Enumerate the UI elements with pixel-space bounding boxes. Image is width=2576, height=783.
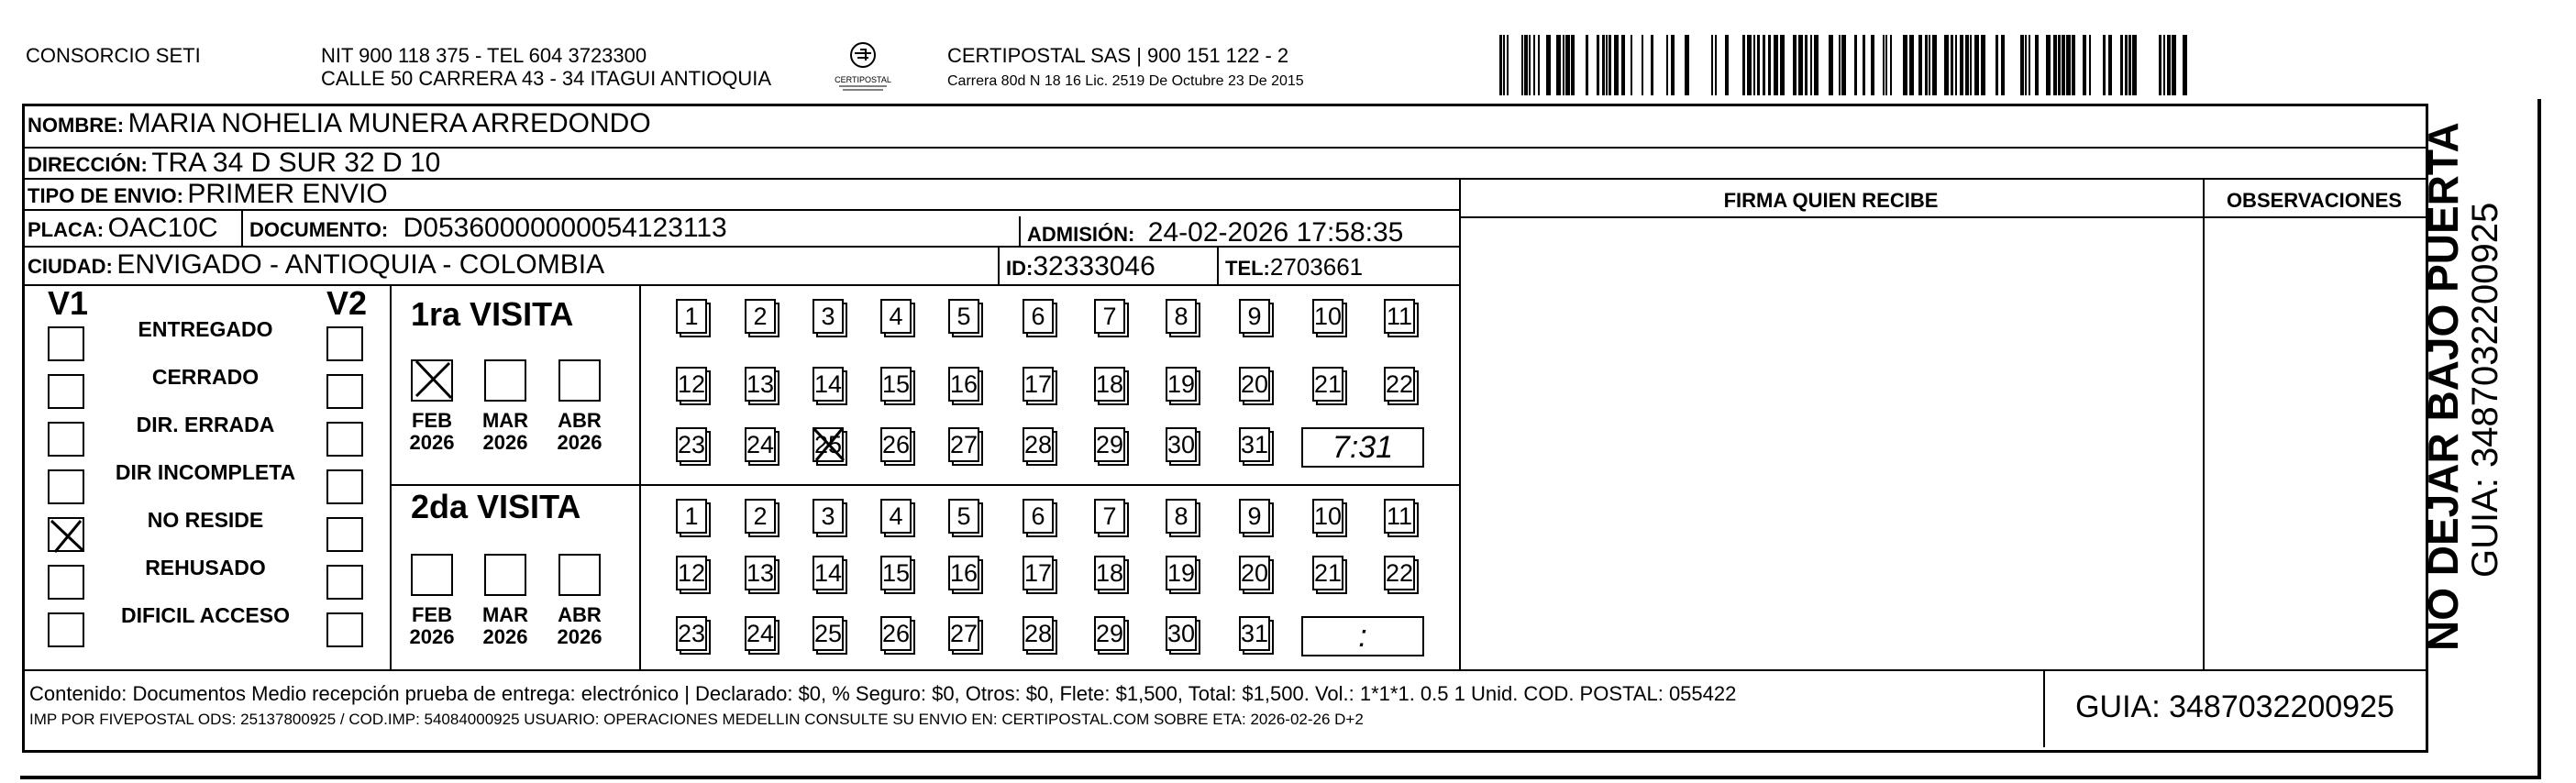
day-box[interactable]: 24: [745, 427, 776, 462]
day-box[interactable]: 11: [1384, 299, 1415, 334]
day-box[interactable]: 16: [948, 556, 979, 590]
day-box[interactable]: 22: [1384, 556, 1415, 590]
day-box[interactable]: 26: [880, 616, 912, 651]
status-label: DIFICIL ACCESO: [120, 603, 290, 627]
day-box[interactable]: 25: [813, 616, 844, 651]
placa-value: OAC10C: [107, 213, 218, 243]
nombre-row: [28, 108, 651, 139]
month-checkbox[interactable]: [411, 554, 453, 596]
nombre-value: MARIA NOHELIA MUNERA ARREDONDO: [127, 108, 651, 138]
day-box[interactable]: 4: [880, 499, 912, 534]
month-checkbox[interactable]: [558, 554, 601, 596]
day-box[interactable]: 10: [1312, 499, 1343, 534]
month-label: FEB: [412, 409, 452, 432]
year-label: 2026: [557, 625, 603, 648]
day-box[interactable]: 23: [676, 616, 707, 651]
direccion-label: DIRECCIÓN:: [28, 153, 148, 176]
day-box[interactable]: 19: [1166, 556, 1197, 590]
year-label: 2026: [409, 431, 455, 454]
admision-label: ADMISIÓN:: [1027, 223, 1135, 246]
month-label: ABR: [558, 409, 602, 432]
day-box[interactable]: 19: [1166, 367, 1197, 402]
v2-checkbox[interactable]: [326, 517, 363, 552]
day-box[interactable]: 14: [813, 367, 844, 402]
year-label: 2026: [482, 625, 528, 648]
certipostal-logo: [830, 40, 896, 97]
v2-checkbox[interactable]: [326, 469, 363, 504]
direccion-row: [28, 148, 440, 179]
tipo-value: PRIMER ENVIO: [187, 179, 388, 209]
v1-checkbox[interactable]: [48, 612, 84, 647]
ciudad-value: ENVIGADO - ANTIOQUIA - COLOMBIA: [116, 249, 605, 280]
month-checkbox[interactable]: [484, 359, 526, 402]
status-label: DIR INCOMPLETA: [115, 460, 296, 484]
visit-title: 1ra VISITA: [411, 295, 574, 333]
day-box[interactable]: 5: [948, 299, 979, 334]
nit-line: NIT 900 118 375 - TEL 604 3723300: [321, 44, 647, 67]
footer-contenido: Contenido: Documentos Medio recepción prueba de entrega: electrónico | Declarado: $0, % Seguro: $0, Otros: $0, Flete: $1,500, Total: $1,500. Vol.: 1*1*1. 0.5 1 Unid. COD. POSTAL: 055422: [29, 682, 1737, 705]
day-box[interactable]: 16: [948, 367, 979, 402]
day-box[interactable]: 21: [1312, 367, 1343, 402]
day-box[interactable]: 23: [676, 427, 707, 462]
observaciones-header: OBSERVACIONES: [2226, 189, 2403, 212]
signature-area[interactable]: [1463, 220, 2201, 667]
divider: [2043, 669, 2045, 747]
admision-value: 24-02-2026 17:58:35: [1147, 217, 1404, 248]
admision-field: [1027, 217, 1403, 248]
day-box[interactable]: 9: [1239, 299, 1270, 334]
documento-value: D05360000000054123113: [403, 213, 727, 243]
visit-title: 2da VISITA: [411, 488, 581, 525]
day-box[interactable]: 5: [948, 499, 979, 534]
barcode: [1499, 35, 2192, 95]
company-name: CONSORCIO SETI: [26, 44, 201, 67]
year-label: 2026: [482, 431, 528, 454]
day-box[interactable]: 6: [1023, 299, 1054, 334]
month-label: MAR: [481, 409, 529, 432]
day-box[interactable]: 9: [1239, 499, 1270, 534]
year-label: 2026: [409, 625, 455, 648]
day-box[interactable]: 15: [880, 367, 912, 402]
day-box[interactable]: 20: [1239, 367, 1270, 402]
day-box[interactable]: 29: [1094, 616, 1125, 651]
v2-header: V2: [326, 284, 368, 322]
day-box[interactable]: 1: [676, 299, 707, 334]
day-box[interactable]: 14: [813, 556, 844, 590]
documento-field: [249, 213, 727, 244]
day-box[interactable]: 27: [948, 427, 979, 462]
day-box[interactable]: 29: [1094, 427, 1125, 462]
day-box[interactable]: 8: [1166, 499, 1197, 534]
time-field[interactable]: 7:31: [1301, 427, 1424, 468]
day-box[interactable]: 18: [1094, 367, 1125, 402]
day-box[interactable]: 8: [1166, 299, 1197, 334]
divider: [241, 209, 243, 246]
day-box[interactable]: 10: [1312, 299, 1343, 334]
svg-text:CERTIPOSTAL: CERTIPOSTAL: [835, 75, 891, 84]
divider: [22, 669, 2426, 671]
v2-checkbox[interactable]: [326, 612, 363, 647]
day-box[interactable]: 17: [1023, 556, 1054, 590]
v2-checkbox[interactable]: [326, 374, 363, 409]
divider: [1459, 178, 1461, 669]
nombre-label: NOMBRE:: [28, 114, 125, 137]
day-box[interactable]: 13: [745, 556, 776, 590]
day-box[interactable]: 2: [745, 299, 776, 334]
divider: [390, 484, 1459, 486]
day-box[interactable]: 21: [1312, 556, 1343, 590]
address-line: CALLE 50 CARRERA 43 - 34 ITAGUI ANTIOQUIA: [321, 67, 772, 90]
footer-imp: IMP POR FIVEPOSTAL ODS: 25137800925 / COD.IMP: 54084000925 USUARIO: OPERACIONES MEDELLIN CONSULTE SU ENVIO EN: CERTIPOSTAL.COM SOBRE ETA: 2026-02-26 D+2: [29, 711, 1364, 728]
month-label: ABR: [558, 603, 602, 626]
day-box[interactable]: 15: [880, 556, 912, 590]
divider: [1217, 246, 1219, 284]
day-box[interactable]: 20: [1239, 556, 1270, 590]
ciudad-label: CIUDAD:: [28, 255, 113, 278]
tel-value: 2703661: [1269, 253, 1364, 281]
license-line: Carrera 80d N 18 16 Lic. 2519 De Octubre 23 De 2015: [947, 73, 1304, 89]
tel-label: TEL:: [1225, 257, 1270, 280]
day-box[interactable]: 7: [1094, 499, 1125, 534]
tipo-row: [28, 179, 388, 210]
status-label: DIR. ERRADA: [136, 413, 275, 436]
id-field: [1006, 251, 1155, 282]
v1-checkbox[interactable]: [48, 374, 84, 409]
day-box[interactable]: 28: [1023, 616, 1054, 651]
day-box[interactable]: 30: [1166, 427, 1197, 462]
v1-checkbox[interactable]: [48, 517, 84, 552]
day-box[interactable]: 27: [948, 616, 979, 651]
status-label: NO RESIDE: [147, 508, 264, 532]
month-checkbox[interactable]: [411, 359, 453, 402]
day-box[interactable]: 13: [745, 367, 776, 402]
year-label: 2026: [557, 431, 603, 454]
day-box[interactable]: 12: [676, 556, 707, 590]
v1-checkbox[interactable]: [48, 469, 84, 504]
day-box[interactable]: 30: [1166, 616, 1197, 651]
day-box[interactable]: 17: [1023, 367, 1054, 402]
direccion-value: TRA 34 D SUR 32 D 10: [151, 148, 441, 178]
v1-header: V1: [48, 284, 89, 322]
time-field[interactable]: :: [1301, 616, 1424, 656]
day-box[interactable]: 1: [676, 499, 707, 534]
divider: [390, 284, 392, 669]
id-value: 32333046: [1033, 251, 1155, 281]
day-box[interactable]: 11: [1384, 499, 1415, 534]
tel-field: [1225, 253, 1363, 281]
placa-row: [28, 213, 218, 244]
day-box[interactable]: 2: [745, 499, 776, 534]
tipo-label: TIPO DE ENVIO:: [28, 184, 183, 207]
month-checkbox[interactable]: [484, 554, 526, 596]
month-label: MAR: [481, 603, 529, 626]
footer-guia: GUIA: 3487032200925: [2075, 689, 2394, 724]
month-checkbox[interactable]: [558, 359, 601, 402]
day-box[interactable]: 28: [1023, 427, 1054, 462]
side-guia: GUIA: 3487032200925: [2465, 202, 2505, 578]
day-box[interactable]: 24: [745, 616, 776, 651]
firma-header: FIRMA QUIEN RECIBE: [1723, 189, 1939, 212]
day-box[interactable]: 22: [1384, 367, 1415, 402]
day-box[interactable]: 3: [813, 499, 844, 534]
day-box[interactable]: 31: [1239, 616, 1270, 651]
v1-checkbox[interactable]: [48, 326, 84, 361]
day-box[interactable]: 31: [1239, 427, 1270, 462]
day-box[interactable]: 26: [880, 427, 912, 462]
observations-area[interactable]: [2206, 220, 2424, 667]
status-label: CERRADO: [151, 365, 260, 389]
divider: [22, 284, 1459, 286]
month-label: FEB: [412, 603, 452, 626]
divider: [2203, 178, 2205, 669]
v1-checkbox[interactable]: [48, 565, 84, 600]
day-box[interactable]: 18: [1094, 556, 1125, 590]
divider: [1019, 216, 1021, 246]
divider: [1459, 216, 2426, 218]
status-label: ENTREGADO: [138, 317, 273, 341]
day-box[interactable]: 4: [880, 299, 912, 334]
side-warning: NO DEJAR BAJO PUERTA: [2419, 122, 2467, 651]
status-label: REHUSADO: [145, 556, 266, 579]
v2-checkbox[interactable]: [326, 565, 363, 600]
v2-checkbox[interactable]: [326, 326, 363, 361]
certipostal-line: CERTIPOSTAL SAS | 900 151 122 - 2: [947, 44, 1289, 67]
day-box[interactable]: 6: [1023, 499, 1054, 534]
documento-label: DOCUMENTO:: [249, 218, 389, 241]
day-box[interactable]: 25: [813, 427, 844, 462]
divider: [998, 246, 1000, 284]
day-box[interactable]: 7: [1094, 299, 1125, 334]
v2-checkbox[interactable]: [326, 422, 363, 457]
ciudad-row: [28, 249, 604, 281]
divider: [639, 284, 641, 669]
id-label: ID:: [1006, 257, 1034, 280]
day-box[interactable]: 12: [676, 367, 707, 402]
day-box[interactable]: 3: [813, 299, 844, 334]
v1-checkbox[interactable]: [48, 422, 84, 457]
placa-label: PLACA:: [28, 218, 105, 241]
